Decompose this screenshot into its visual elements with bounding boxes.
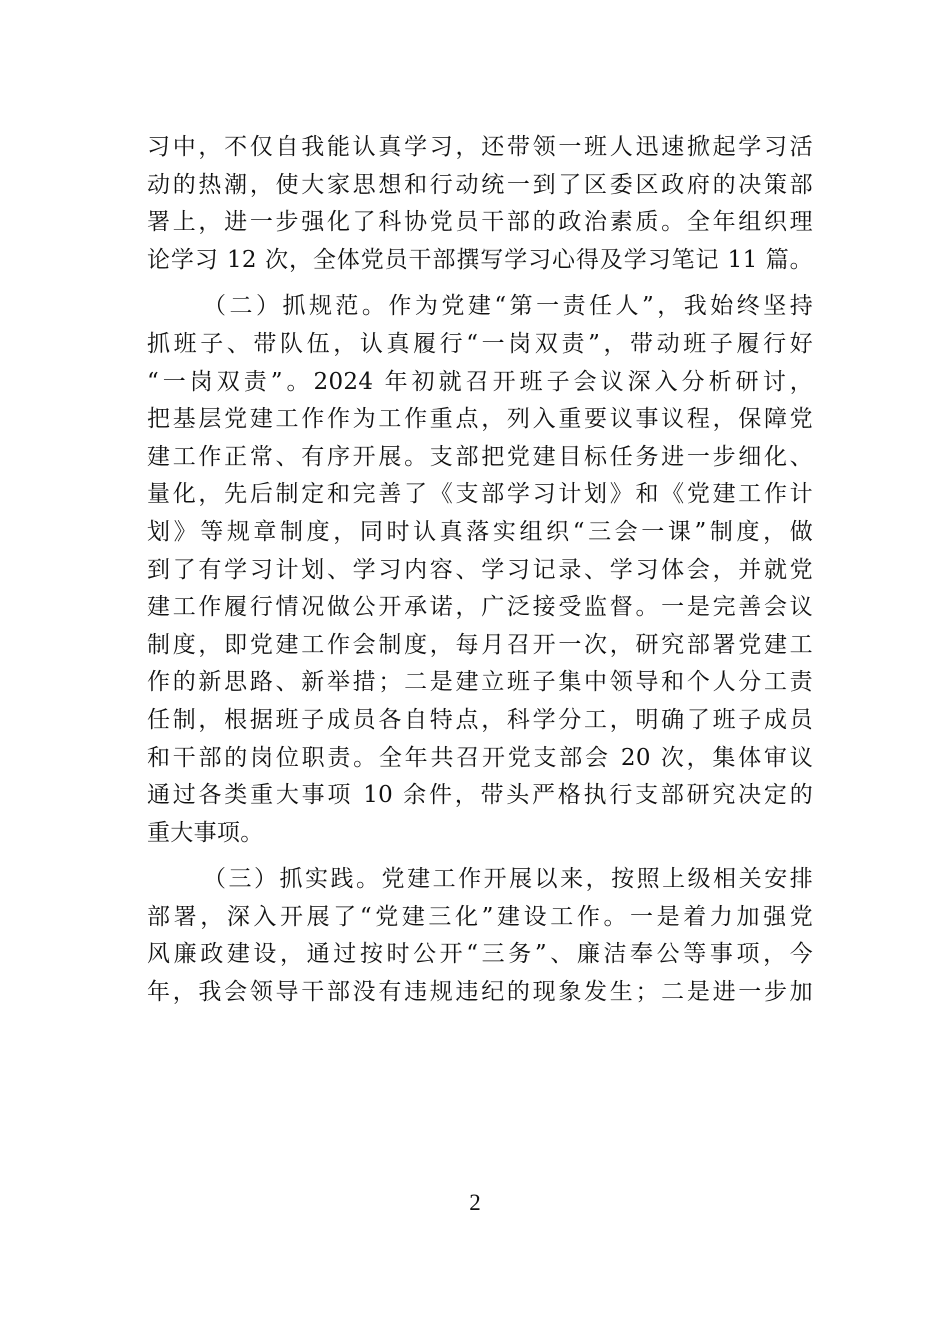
text-line: 习中，不仅自我能认真学习，还带领一班人迅速掀起学习活 <box>147 134 813 160</box>
text-line: 任制，根据班子成员各自特点，科学分工，明确了班子成员 <box>147 706 813 733</box>
text-line: （三）抓实践。党建工作开展以来，按照上级相关安排 <box>203 866 813 893</box>
text-line: 风廉政建设，通过按时公开“三务”、廉洁奉公等事项，今 <box>147 941 813 968</box>
text-line: “一岗双责”。2024 年初就召开班子会议深入分析研讨， <box>147 368 813 395</box>
text-line: 制度，即党建工作会制度，每月召开一次，研究部署党建工 <box>147 631 813 658</box>
text-line: 论学习 12 次，全体党员干部撰写学习心得及学习笔记 11 篇。 <box>147 246 813 273</box>
page-number: 2 <box>469 1190 481 1215</box>
text-line: 建工作履行情况做公开承诺，广泛接受监督。一是完善会议 <box>147 594 813 621</box>
text-line: 建工作正常、有序开展。支部把党建目标任务进一步细化、 <box>147 443 813 470</box>
text-line: 通过各类重大事项 10 余件，带头严格执行支部研究决定的 <box>147 782 813 809</box>
text-line: 动的热潮，使大家思想和行动统一到了区委区政府的决策部 <box>147 171 813 198</box>
text-line: 量化，先后制定和完善了《支部学习计划》和《党建工作计 <box>147 481 813 508</box>
text-line: 抓班子、带队伍，认真履行“一岗双责”，带动班子履行好 <box>147 330 813 357</box>
text-line: 把基层党建工作作为工作重点，列入重要议事议程，保障党 <box>147 406 813 433</box>
text-line: （二）抓规范。作为党建“第一责任人”，我始终坚持 <box>203 293 813 320</box>
text-line: 划》等规章制度，同时认真落实组织“三会一课”制度，做 <box>147 518 813 545</box>
text-line: 重大事项。 <box>147 819 264 846</box>
text-line: 署上，进一步强化了科协党员干部的政治素质。全年组织理 <box>147 209 813 236</box>
body-text <box>147 129 813 1012</box>
paragraph-spacing <box>147 279 813 288</box>
paragraph-spacing <box>147 852 813 861</box>
paragraph-practice <box>147 861 813 1011</box>
paragraph-study <box>147 129 813 279</box>
paragraph-standards <box>147 288 813 852</box>
text-line: 和干部的岗位职责。全年共召开党支部会 20 次，集体审议 <box>147 744 813 771</box>
text-line: 年，我会领导干部没有违规违纪的现象发生；二是进一步加 <box>147 979 813 1006</box>
text-line: 部署，深入开展了“党建三化”建设工作。一是着力加强党 <box>147 903 813 930</box>
text-line: 作的新思路、新举措；二是建立班子集中领导和个人分工责 <box>147 669 813 696</box>
text-line: 到了有学习计划、学习内容、学习记录、学习体会，并就党 <box>147 556 813 583</box>
